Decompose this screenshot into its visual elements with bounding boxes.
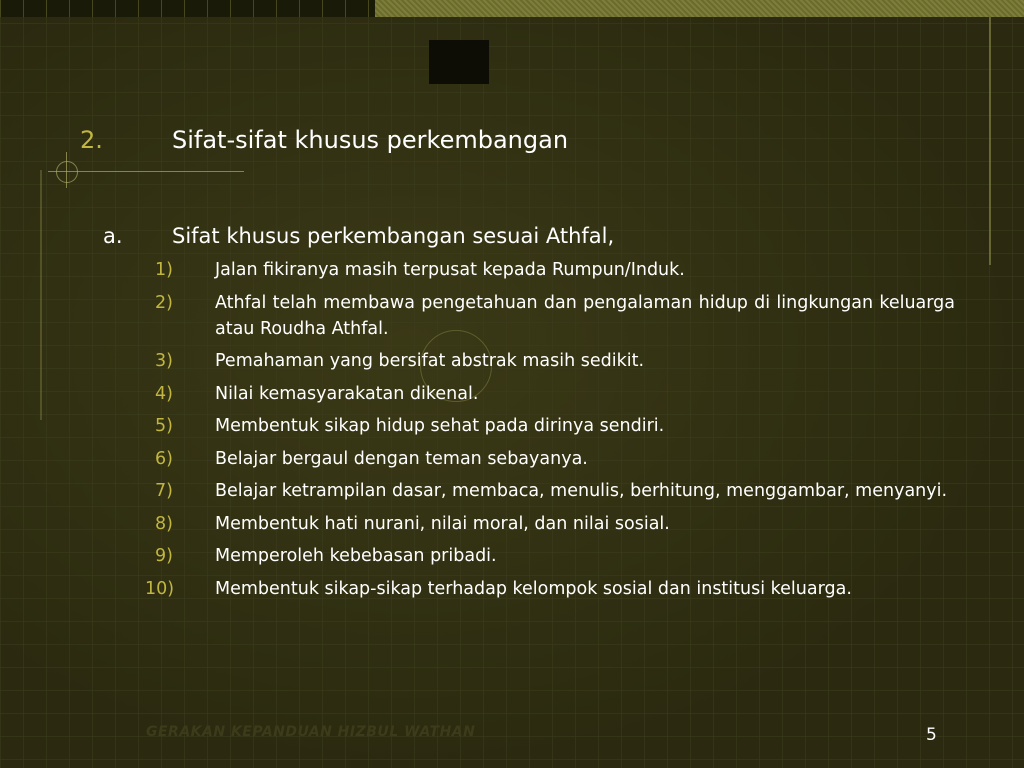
subheading-title: Sifat khusus perkembangan sesuai Athfal,: [172, 224, 615, 248]
list-item-text: Membentuk sikap hidup sehat pada dirinya sendiri.: [215, 416, 665, 436]
list-item: [145, 290, 955, 342]
list-item: [145, 257, 955, 283]
list-item: [145, 413, 955, 439]
list-item-text: Memperoleh kebebasan pribadi.: [215, 546, 497, 566]
footer-text: GERAKAN KEPANDUAN HIZBUL WATHAN: [146, 724, 476, 740]
list-item-number: 5): [155, 416, 173, 436]
list-item-number: 10): [145, 578, 175, 599]
decorative-vertical-line: [989, 17, 991, 265]
list-item-number: 9): [155, 546, 173, 566]
list-item: [145, 511, 955, 537]
top-band-left: [0, 0, 375, 17]
list-item: [145, 576, 955, 602]
decorative-block: [429, 40, 489, 84]
top-band-right: [375, 0, 1024, 17]
crosshair-line: [66, 152, 67, 188]
list-item-number: 7): [155, 481, 173, 501]
list-item-text: Nilai kemasyarakatan dikenal.: [215, 383, 479, 404]
list-item-number: 2): [155, 292, 173, 313]
list-item-number: 6): [155, 448, 173, 469]
list-item-text: Belajar bergaul dengan teman sebayanya.: [215, 448, 588, 469]
decorative-left-line: [40, 170, 42, 420]
list-item: [145, 478, 955, 504]
list-item-number: 1): [155, 260, 173, 280]
page-number: 5: [926, 725, 937, 745]
bullet-list: [145, 257, 955, 608]
list-item-text: Athfal telah membawa pengetahuan dan pengalaman hidup di lingkungan keluarga atau Roudha Athfal.: [215, 292, 955, 339]
list-item: [145, 381, 955, 407]
list-item-text: Jalan fikiranya masih terpusat kepada Rumpun/Induk.: [215, 260, 685, 280]
list-item-text: Membentuk sikap-sikap terhadap kelompok sosial dan institusi keluarga.: [215, 578, 852, 599]
list-item-number: 4): [155, 383, 173, 404]
list-item-text: Pemahaman yang bersifat abstrak masih sedikit.: [215, 351, 645, 371]
list-item-text: Belajar ketrampilan dasar, membaca, menulis, berhitung, menggambar, menyanyi.: [215, 481, 948, 501]
list-item: [145, 348, 955, 374]
list-item: [145, 543, 955, 569]
list-item: [145, 446, 955, 472]
heading-number: 2.: [80, 126, 103, 154]
slide-title: Sifat-sifat khusus perkembangan: [172, 126, 569, 154]
subheading-label: a.: [103, 224, 123, 248]
list-item-number: 8): [155, 513, 173, 534]
list-item-text: Membentuk hati nurani, nilai moral, dan nilai sosial.: [215, 513, 670, 534]
crosshair-circle: [56, 161, 78, 183]
list-item-number: 3): [155, 351, 173, 371]
